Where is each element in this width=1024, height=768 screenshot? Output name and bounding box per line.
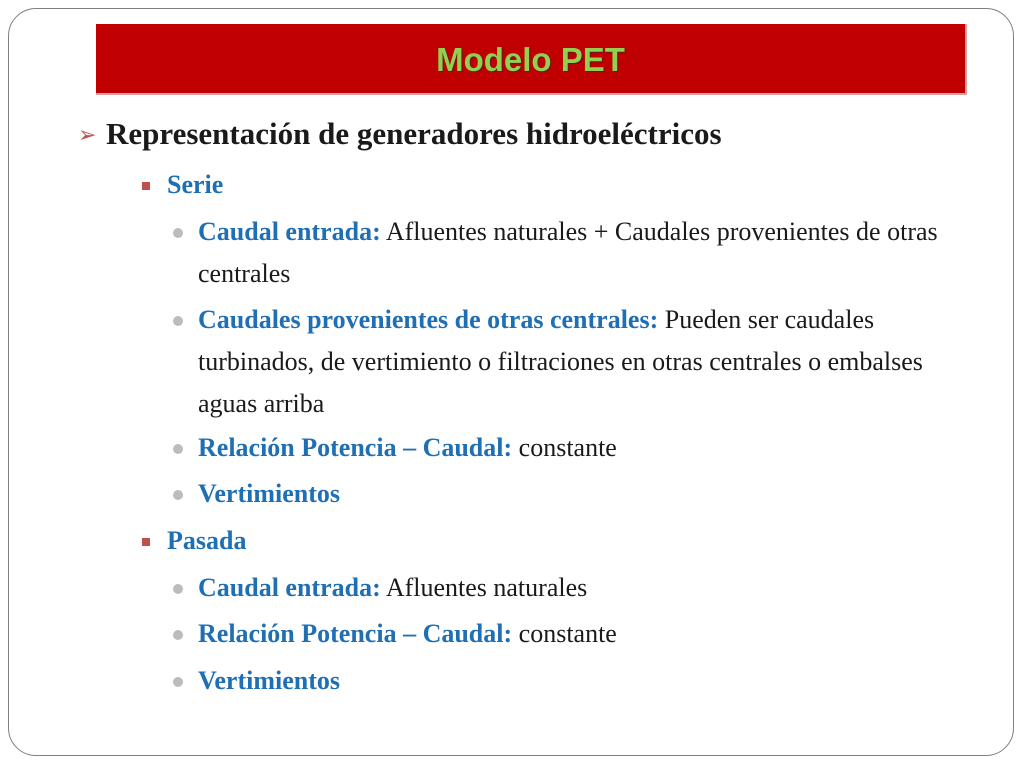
slide-heading: Representación de generadores hidroeléctricos [106,116,722,151]
item-key: Vertimientos [198,479,341,508]
item-key: Caudal entrada: [198,217,381,246]
dot-bullet-icon [173,677,183,687]
dot-bullet-icon [173,584,183,594]
item-text: Afluentes naturales + Caudales provenientes de otras centrales [198,217,938,288]
dot-bullet-icon [173,228,183,238]
list-item [198,567,988,609]
dot-bullet-icon [173,630,183,640]
item-text: constante [512,433,617,462]
item-key: Relación Potencia – Caudal: [198,619,513,648]
item-text: Pueden ser caudales turbinados, de vertimiento o filtraciones en otras centrales o embalses aguas arriba [198,305,923,418]
dot-bullet-icon [173,490,183,500]
arrow-bullet-icon: ➢ [78,122,97,147]
section-label-pasada: Pasada [167,526,247,555]
item-key: Vertimientos [198,666,341,695]
dot-bullet-icon [173,444,183,454]
list-item [198,299,988,425]
section-label-serie: Serie [167,170,224,199]
list-item [198,211,988,295]
list-item [198,613,988,655]
item-key: Relación Potencia – Caudal: [198,433,513,462]
item-text: Afluentes naturales [380,573,588,602]
list-item [198,427,988,469]
item-key: Caudales provenientes de otras centrales: [198,305,659,334]
slide-title: Modelo PET [436,41,625,78]
item-key: Caudal entrada: [198,573,381,602]
list-item [198,660,988,702]
title-bar [96,24,967,95]
square-bullet-icon [142,538,150,546]
dot-bullet-icon [173,316,183,326]
item-text: constante [512,619,617,648]
square-bullet-icon [142,182,150,190]
list-item [198,473,988,515]
